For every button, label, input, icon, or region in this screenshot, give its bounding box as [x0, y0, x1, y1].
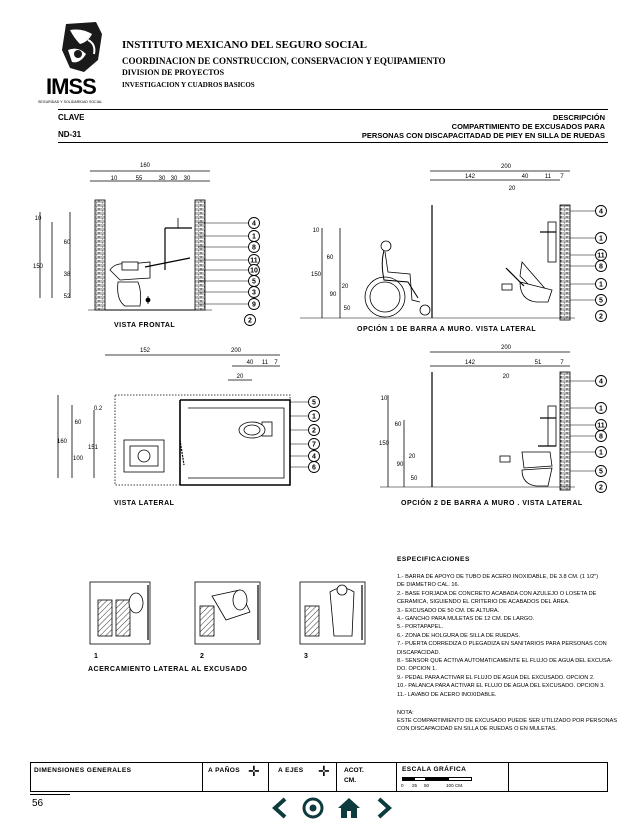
- scale-tick-25: 25: [412, 783, 418, 788]
- specs-title: ESPECIFICACIONES: [397, 556, 470, 563]
- header-rule: [58, 109, 608, 110]
- opt2-dim-7: 7: [560, 360, 564, 366]
- plan-dim-11: 11: [261, 360, 269, 366]
- front-dim-left-10: 10: [34, 216, 42, 222]
- callout-number: 1: [312, 413, 316, 421]
- plan-view: [58, 355, 290, 485]
- callout-number: 5: [599, 297, 603, 305]
- coord-title: COORDINACION DE CONSTRUCCION, CONSERVACION Y EQUIPAMIENTO: [122, 56, 446, 66]
- plan-dim-left-151: 151: [87, 445, 99, 451]
- footer-acot-2: CM.: [344, 777, 357, 784]
- callout-number: 2: [312, 427, 316, 435]
- callout-number: 11: [597, 252, 605, 260]
- specs-list: [397, 573, 612, 699]
- caption-option1: OPCIÓN 1 DE BARRA A MURO. VISTA LATERAL: [357, 326, 537, 333]
- approach-step-3: [300, 582, 365, 644]
- callout-number: 1: [599, 235, 603, 243]
- nota-title: NOTA:: [397, 710, 414, 716]
- spec-item: 5.- PORTAPAPEL.: [397, 624, 444, 631]
- opt2-dim-left-150: 150: [378, 441, 390, 447]
- description-line-2: PERSONAS CON DISCAPACITADAD DE PIEY EN SILLA DE RUEDAS: [361, 131, 605, 140]
- descripcion-label: DESCRIPCIÓN: [552, 113, 605, 122]
- callout-number: 1: [599, 405, 603, 413]
- front-dim-160: 160: [139, 163, 151, 169]
- spec-item: 1.- BARRA DE APOYO DE TUBO DE ACERO INOXIDABLE, DE 3.8 CM. (1 1/2"): [397, 574, 599, 580]
- spec-item: 6.- ZONA DE HOLGURA DE SILLA DE RUEDAS.: [397, 632, 521, 639]
- plan-dim-152: 152: [139, 348, 151, 354]
- opt1-dim-11: 11: [544, 174, 552, 180]
- opt2-dim-200: 200: [500, 345, 512, 351]
- approach-step-2: [195, 582, 260, 644]
- plan-dim-200: 200: [230, 348, 242, 354]
- callout-number: 4: [599, 378, 603, 386]
- opt1-dim-left-50: 50: [343, 306, 351, 312]
- footer-divider-3: [336, 762, 337, 792]
- option2-view: [380, 352, 575, 490]
- scale-tick-0: 0: [401, 783, 404, 788]
- spec-item: DISCAPACIDAD.: [397, 649, 441, 656]
- callout-number: 4: [252, 220, 256, 228]
- spec-item: DO. OPCION 1.: [397, 666, 437, 673]
- chevron-left-icon: [269, 796, 293, 820]
- plan-dim-left-60: 60: [74, 420, 82, 426]
- home-icon: [336, 796, 362, 820]
- plan-dim-7: 7: [274, 360, 278, 366]
- front-dim-30b: 30: [170, 176, 178, 182]
- spec-item: 11.- LAVABO DE ACERO INOXIDABLE.: [397, 691, 497, 698]
- callout-number: 2: [248, 317, 252, 325]
- target-icon: [302, 797, 324, 819]
- callout-number: 7: [312, 441, 316, 449]
- callout-number: 4: [312, 453, 316, 461]
- callout-number: 1: [252, 233, 256, 241]
- callout-number: 4: [599, 208, 603, 216]
- opt1-dim-left-20: 20: [341, 284, 349, 290]
- next-page-button[interactable]: [371, 796, 395, 820]
- opt2-dim-left-20: 20: [408, 454, 416, 460]
- opt1-dim-200: 200: [500, 164, 512, 170]
- clave-label: CLAVE: [58, 113, 85, 122]
- callout-number: 11: [250, 257, 258, 265]
- callout-number: 8: [599, 433, 603, 441]
- front-dim-30a: 30: [158, 176, 166, 182]
- callout-number: 5: [312, 399, 316, 407]
- callout-markers: [198, 206, 607, 493]
- opt1-dim-40: 40: [521, 174, 529, 180]
- front-dim-left-52: 52: [63, 294, 71, 300]
- footer-divider-1: [202, 762, 203, 792]
- approach-step-3-label: 3: [304, 653, 308, 660]
- footer-escala: ESCALA GRÁFICA: [402, 766, 467, 773]
- plan-dim-left-02: 0.2: [93, 406, 103, 412]
- prev-page-button[interactable]: [269, 796, 293, 820]
- caption-front-view: VISTA FRONTAL: [114, 322, 176, 329]
- chevron-right-icon: [371, 796, 395, 820]
- ejes-cross-icon: ✛: [318, 763, 330, 779]
- nota-text: [397, 717, 617, 734]
- front-dim-30c: 30: [183, 176, 191, 182]
- opt2-dim-142: 142: [464, 360, 476, 366]
- spec-item: 2.- BASE FORJADA DE CONCRETO ACABADA CON AZULEJO O LOSETA DE: [397, 590, 597, 597]
- callout-number: 2: [599, 313, 603, 321]
- nota-line: CON DISCAPACIDAD EN SILLA DE RUEDAS O EN MULETAS.: [397, 726, 557, 733]
- imss-logo: [38, 20, 116, 106]
- callout-number: 1: [599, 281, 603, 289]
- nota-line: ESTE COMPARTIMIENTO DE EXCUSADO PUEDE SER UTILIZADO POR PERSONAS: [397, 718, 618, 724]
- approach-step-2-label: 2: [200, 653, 204, 660]
- callout-number: 1: [599, 449, 603, 457]
- scale-tick-50: 50: [424, 783, 430, 788]
- meta-rule: [58, 142, 608, 143]
- home-button[interactable]: [336, 796, 362, 820]
- page-number: 56: [32, 798, 44, 809]
- callout-number: 5: [599, 468, 603, 476]
- plan-dim-20: 20: [236, 374, 244, 380]
- front-dim-10: 10: [110, 176, 118, 182]
- spec-item: CERAMICA, SIGUIENDO EL CRITERIO DE ACABADOS DEL ÁREA.: [397, 599, 570, 606]
- spec-item: DE DIAMETRO CAL. 16.: [397, 582, 460, 589]
- callout-number: 6: [312, 464, 316, 472]
- callout-number: 11: [597, 422, 605, 430]
- plan-dims: [57, 348, 278, 462]
- spec-item: 8.- SENSOR QUE ACTIVA AUTOMATICAMENTE EL FLUJO DE AGUA DEL EXCUSA-: [397, 658, 613, 665]
- plan-dim-left-160: 160: [56, 439, 68, 445]
- callout-number: 5: [252, 278, 256, 286]
- callout-number: 3: [252, 289, 256, 297]
- approach-step-1: [90, 582, 150, 644]
- opt1-dim-142: 142: [464, 174, 476, 180]
- apanos-cross-icon: ✛: [248, 763, 260, 779]
- target-button[interactable]: [302, 797, 324, 819]
- plan-dim-left-100: 100: [72, 456, 84, 462]
- opt1-dim-left-90: 90: [329, 292, 337, 298]
- opt2-dim-51: 51: [534, 360, 542, 366]
- spec-item: 7.- PUERTA CORREDIZA O PLEGADIZA EN SANITARIOS PARA PERSONAS CON: [397, 641, 607, 648]
- org-title: INSTITUTO MEXICANO DEL SEGURO SOCIAL: [122, 39, 367, 51]
- front-view-dims: [33, 163, 191, 300]
- opt1-dim-20: 20: [508, 186, 516, 192]
- description-line-1: COMPARTIMIENTO DE EXCUSADOS PARA: [451, 122, 605, 131]
- scale-bar: [402, 777, 472, 781]
- section-title: INVESTIGACION Y CUADROS BASICOS: [122, 81, 255, 89]
- caption-approach: ACERCAMIENTO LATERAL AL EXCUSADO: [88, 666, 248, 673]
- opt2-dim-left-90: 90: [396, 462, 404, 468]
- callout-number: 2: [599, 484, 603, 492]
- callout-number: 10: [250, 267, 258, 275]
- opt2-dim-left-50: 50: [410, 476, 418, 482]
- footer-ejes: A EJES: [278, 767, 304, 774]
- footer-divider-4: [396, 762, 397, 792]
- footer-divider-5: [508, 762, 509, 792]
- footer-divider-2: [268, 762, 269, 792]
- caption-option2: OPCIÓN 2 DE BARRA A MURO . VISTA LATERAL: [401, 500, 583, 507]
- front-dim-left-150: 150: [32, 264, 44, 270]
- spec-item: 10.- PALANCA PARA ACTIVAR EL FLUJO DE AGUA DEL EXCUSADO. OPCION 3.: [397, 683, 605, 690]
- opt1-dim-left-10: 10: [312, 228, 320, 234]
- opt2-dim-left-60: 60: [394, 422, 402, 428]
- opt2-dim-20: 20: [502, 374, 510, 380]
- spec-item: 3.- EXCUSADO DE 50 CM. DE ALTURA.: [397, 607, 500, 614]
- spec-item: 4.- GANCHO PARA MULETAS DE 12 CM. DE LARGO.: [397, 616, 535, 623]
- opt2-dim-left-10: 10: [380, 396, 388, 402]
- footer-dimensiones: DIMENSIONES GENERALES: [34, 767, 132, 774]
- logo-motto: SEGURIDAD Y SOLIDARIDAD SOCIAL: [38, 100, 103, 104]
- opt1-dim-7: 7: [560, 174, 564, 180]
- front-dim-left-38: 38: [63, 272, 71, 278]
- spec-item: 9.- PEDAL PARA ACTIVAR EL FLUJO DE AGUA DEL EXCUSADO. OPCION 2.: [397, 674, 595, 681]
- page-number-rule: [30, 794, 70, 795]
- front-dim-left-60: 60: [63, 240, 71, 246]
- clave-value: ND-31: [58, 130, 82, 139]
- callout-number: 8: [252, 244, 256, 252]
- approach-step-1-label: 1: [94, 653, 98, 660]
- footer-apanos: A PAÑOS: [208, 767, 241, 774]
- scale-tick-100: 100 CM.: [446, 783, 464, 788]
- callout-number: 9: [252, 301, 256, 309]
- option1-view: [300, 171, 575, 320]
- footer-acot-1: ACOT.: [344, 767, 364, 774]
- caption-plan-view: VISTA LATERAL: [114, 500, 175, 507]
- division-title: DIVISION DE PROYECTOS: [122, 68, 225, 77]
- callout-number: 8: [599, 263, 603, 271]
- approach-step-labels: [94, 653, 308, 660]
- logo-text: IMSS: [46, 74, 96, 99]
- opt1-dim-left-150: 150: [310, 272, 322, 278]
- opt1-dim-left-60: 60: [326, 255, 334, 261]
- front-dim-55: 55: [135, 176, 143, 182]
- plan-dim-40: 40: [246, 360, 254, 366]
